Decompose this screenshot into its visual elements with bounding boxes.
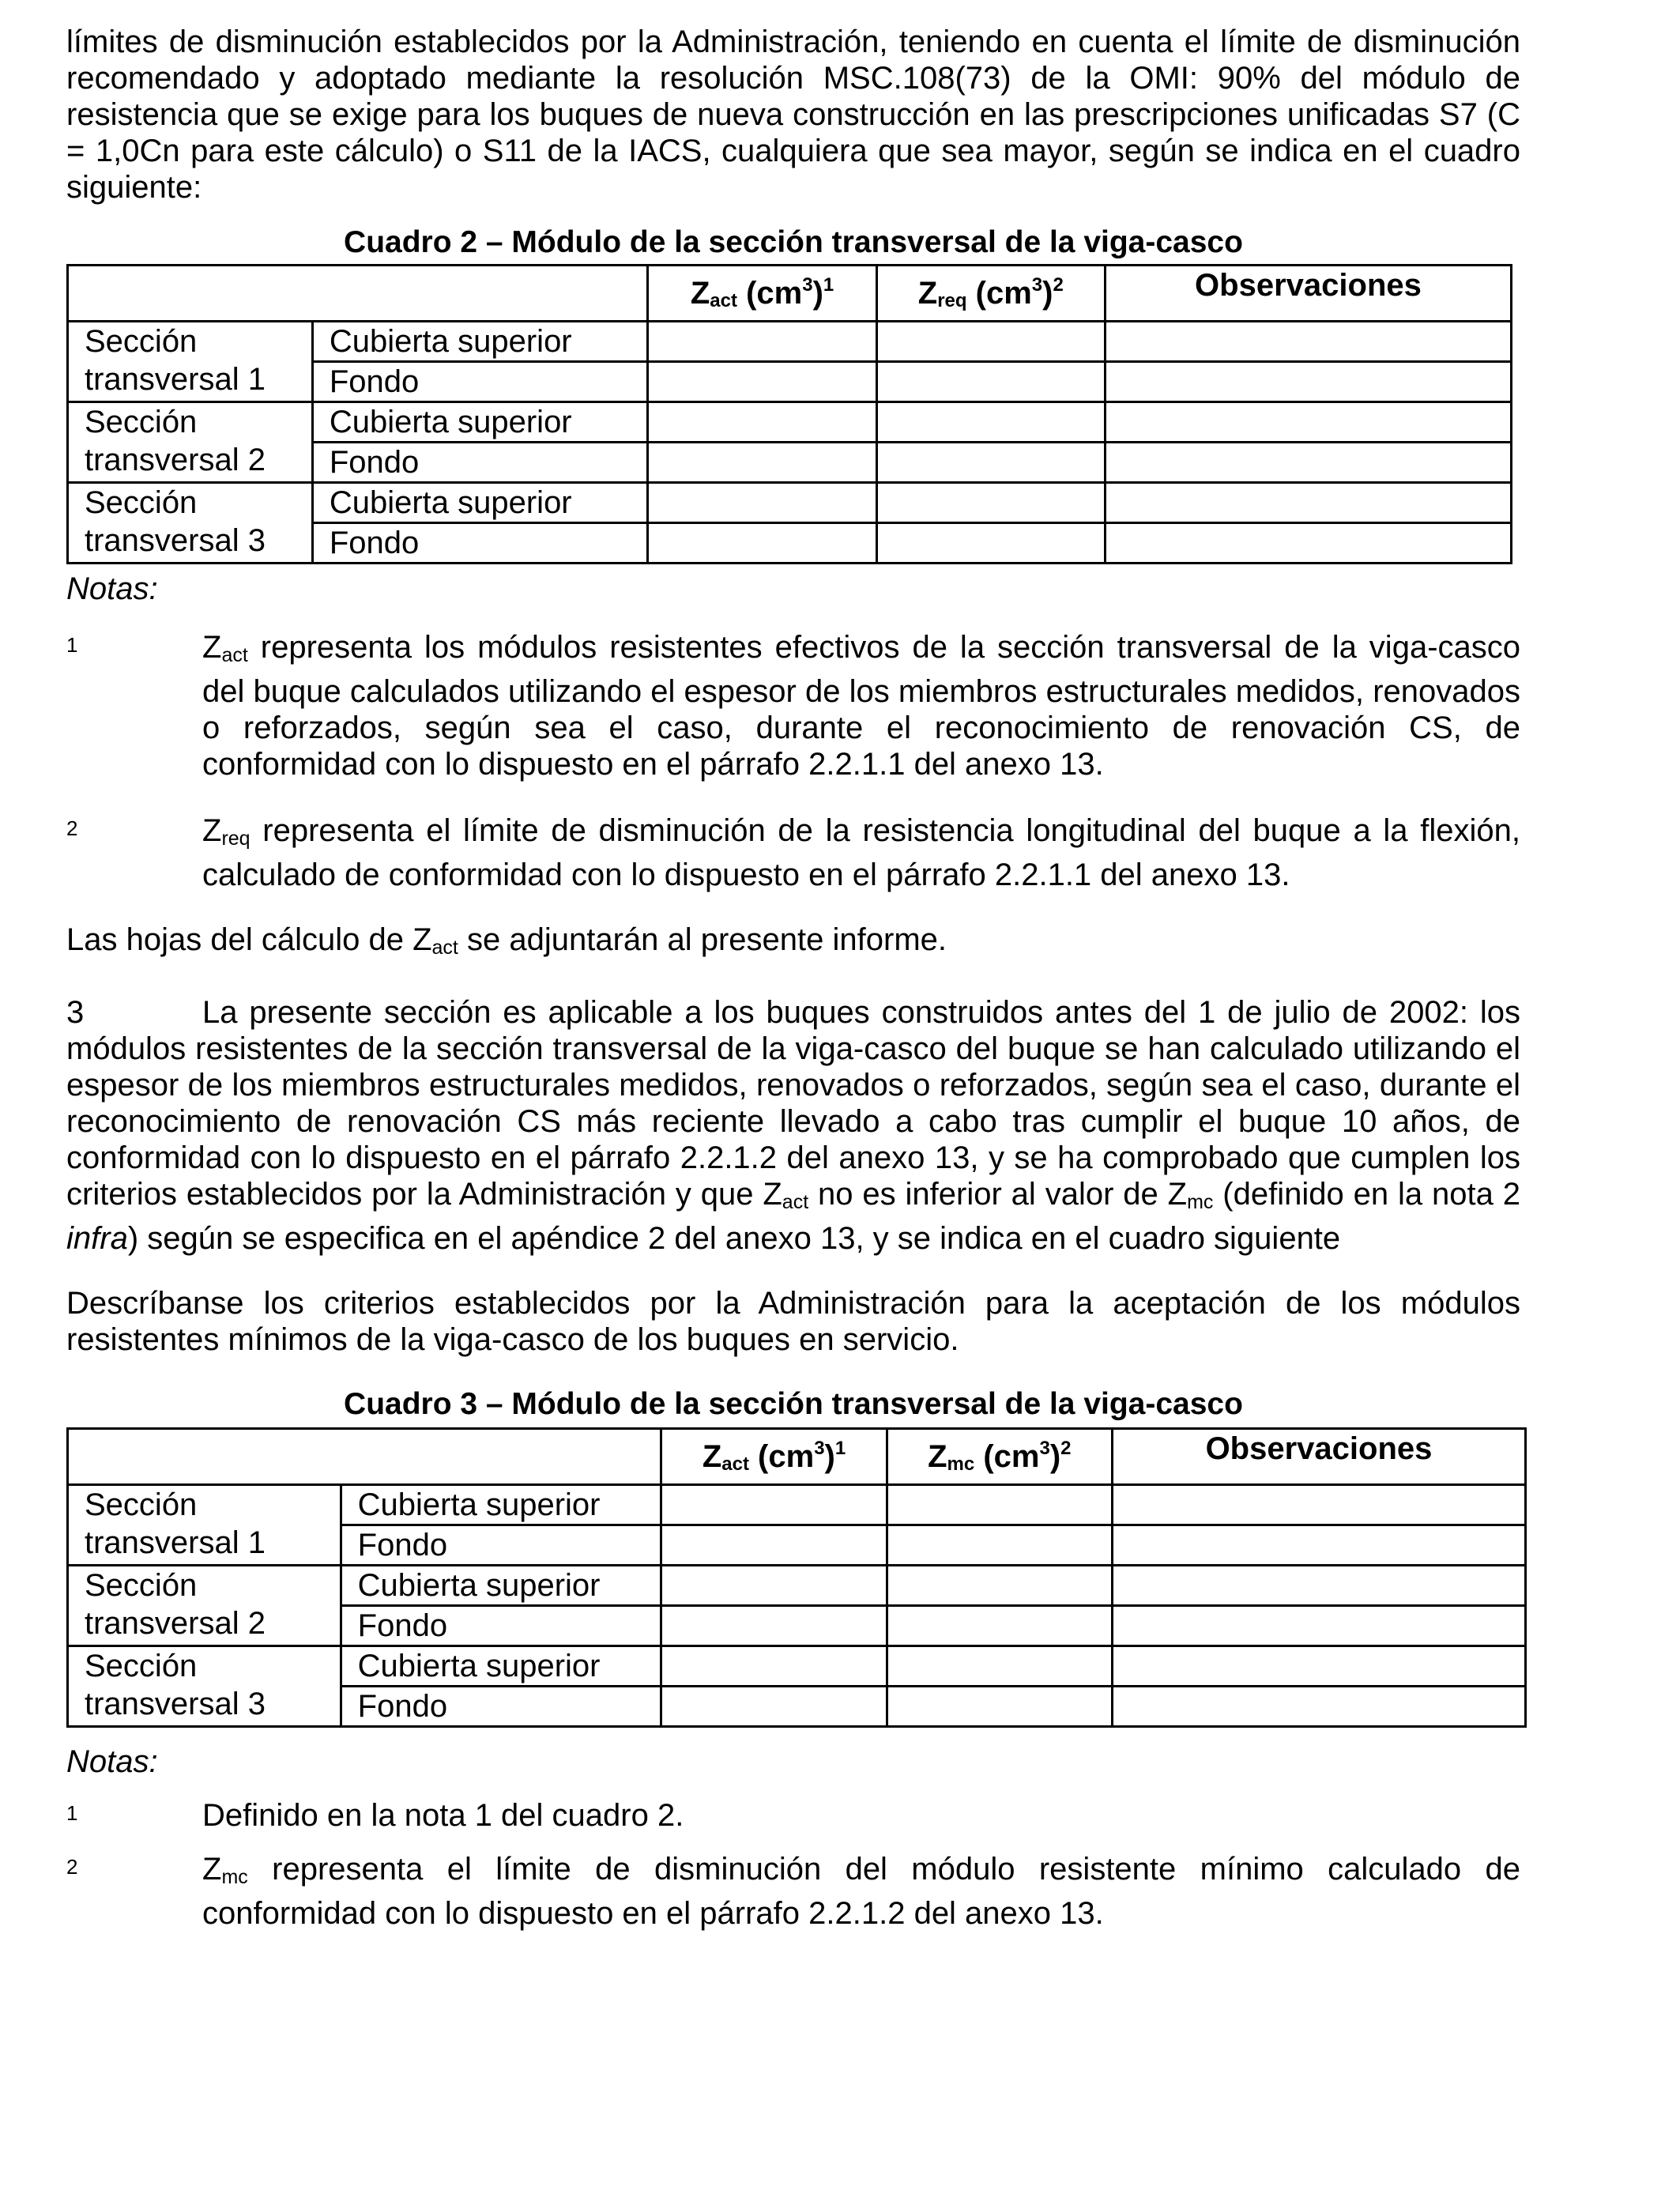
- observation-cell[interactable]: [1112, 1687, 1525, 1727]
- table2-header-zreq: $Z_{req}$ $(cm^3)^2$: [876, 266, 1105, 322]
- section3-paragraph: 3 La presente sección es aplicable a los buques construidos antes del 1 de julio de 2002: los módulos resistentes de la sección transversal de la viga-casco del buque se han calculado utilizando el espesor de los miembros estructurales medidos, renovados o reforzados, según sea el caso, durante el reconocimiento de renovación CS más reciente llevado a cabo tras cumplir el buque 10 años, de conformidad con lo dispuesto en el párrafo 2.2.1.2 del anexo 13, y se ha comprobado que cumplen los criterios establecidos por la Administración y que Zact no es inferior al valor de Zmc (definido en la nota 2 infra) según se especifica en el apéndice 2 del anexo 13, y se indica en el cuadro siguiente: [66, 995, 1520, 1256]
- section-cell: Sección transversal 2: [68, 1566, 341, 1646]
- table2-note-2: [66, 812, 1520, 893]
- value-cell[interactable]: [876, 362, 1105, 402]
- value-cell[interactable]: [876, 523, 1105, 564]
- note-text: Definido en la nota 1 del cuadro 2.: [202, 1798, 684, 1833]
- value-cell[interactable]: [887, 1525, 1112, 1566]
- value-cell[interactable]: [876, 322, 1105, 362]
- note-number: 1: [66, 633, 78, 657]
- section-cell: Sección transversal 2: [68, 402, 313, 483]
- value-cell[interactable]: [661, 1606, 887, 1646]
- table2-header-zact: $Z_{act}$ $(cm^3)^1$: [648, 266, 876, 322]
- observation-cell[interactable]: [1105, 362, 1511, 402]
- value-cell[interactable]: [648, 402, 876, 443]
- table-row: [68, 483, 1512, 523]
- subsection-cell: Cubierta superior: [312, 483, 648, 523]
- section-cell: Sección transversal 3: [68, 483, 313, 564]
- value-cell[interactable]: [887, 1606, 1112, 1646]
- value-cell[interactable]: [876, 443, 1105, 483]
- note-text: Zreq representa el límite de disminución de la resistencia longitudinal del buque a la flexión, calculado de conformidad con lo dispuesto en el párrafo 2.2.1.1 del anexo 13.: [202, 813, 1520, 892]
- table2-note-1: [66, 629, 1520, 782]
- observation-cell[interactable]: [1105, 402, 1511, 443]
- table-row: [68, 1646, 1526, 1687]
- note-number: 2: [66, 1855, 78, 1879]
- observation-cell[interactable]: [1105, 483, 1511, 523]
- table3-note-1: [66, 1797, 1520, 1834]
- table3-caption: Cuadro 3 – Módulo de la sección transversal de la viga-casco: [344, 1387, 1243, 1421]
- subsection-cell: Cubierta superior: [341, 1646, 661, 1687]
- value-cell[interactable]: [648, 362, 876, 402]
- table2-caption: Cuadro 2 – Módulo de la sección transversal de la viga-casco: [344, 225, 1243, 259]
- table2-header-observaciones: Observaciones: [1105, 266, 1511, 322]
- table2-header-row: [68, 266, 1512, 322]
- table3-notes-label: Notas:: [66, 1744, 158, 1779]
- observation-cell[interactable]: [1112, 1525, 1525, 1566]
- subsection-cell: Fondo: [312, 523, 648, 564]
- value-cell[interactable]: [648, 443, 876, 483]
- value-cell[interactable]: [876, 483, 1105, 523]
- table3: [66, 1427, 1527, 1728]
- value-cell[interactable]: [887, 1687, 1112, 1727]
- table-row: [68, 322, 1512, 362]
- note-number: 2: [66, 816, 78, 840]
- subsection-cell: Cubierta superior: [312, 322, 648, 362]
- observation-cell[interactable]: [1112, 1606, 1525, 1646]
- table3-header-empty: [68, 1429, 661, 1485]
- table2-header-empty: [68, 266, 648, 322]
- subsection-cell: Fondo: [312, 362, 648, 402]
- table2-notes-label: Notas:: [66, 571, 158, 606]
- value-cell[interactable]: [661, 1687, 887, 1727]
- table3-header-row: [68, 1429, 1526, 1485]
- value-cell[interactable]: [887, 1566, 1112, 1606]
- section-cell: Sección transversal 1: [68, 322, 313, 402]
- subsection-cell: Fondo: [312, 443, 648, 483]
- observation-cell[interactable]: [1112, 1646, 1525, 1687]
- value-cell[interactable]: [661, 1646, 887, 1687]
- note-number: 1: [66, 1801, 78, 1825]
- table-row: [68, 402, 1512, 443]
- value-cell[interactable]: [876, 402, 1105, 443]
- subsection-cell: Fondo: [341, 1606, 661, 1646]
- table3-note-2: [66, 1851, 1520, 1932]
- observation-cell[interactable]: [1105, 443, 1511, 483]
- attachment-paragraph: Las hojas del cálculo de Zact se adjuntarán al presente informe.: [66, 922, 947, 959]
- subsection-cell: Cubierta superior: [341, 1566, 661, 1606]
- value-cell[interactable]: [648, 322, 876, 362]
- table2: [66, 264, 1512, 564]
- subsection-cell: Fondo: [341, 1687, 661, 1727]
- table-row: [68, 1485, 1526, 1525]
- value-cell[interactable]: [661, 1525, 887, 1566]
- observation-cell[interactable]: [1112, 1485, 1525, 1525]
- table3-header-observaciones: Observaciones: [1112, 1429, 1525, 1485]
- value-cell[interactable]: [648, 523, 876, 564]
- value-cell[interactable]: [648, 483, 876, 523]
- subsection-cell: Cubierta superior: [341, 1485, 661, 1525]
- observation-cell[interactable]: [1112, 1566, 1525, 1606]
- section-cell: Sección transversal 1: [68, 1485, 341, 1566]
- observation-cell[interactable]: [1105, 322, 1511, 362]
- intro-paragraph: límites de disminución establecidos por la Administración, teniendo en cuenta el límite de disminución recomendado y adoptado mediante la resolución MSC.108(73) de la OMI: 90% del módulo de resistencia que se exige para los buques de nueva construcción en las prescripciones unificadas S7 (C = 1,0Cn para este cálculo) o S11 de la IACS, cualquiera que sea mayor, según se indica en el cuadro siguiente:: [66, 25, 1520, 205]
- value-cell[interactable]: [887, 1485, 1112, 1525]
- section-cell: Sección transversal 3: [68, 1646, 341, 1727]
- value-cell[interactable]: [661, 1566, 887, 1606]
- observation-cell[interactable]: [1105, 523, 1511, 564]
- criteria-paragraph: Descríbanse los criterios establecidos por la Administración para la aceptación de los módulos resistentes mínimos de la viga-casco de los buques en servicio.: [66, 1286, 1520, 1357]
- note-text: Zact representa los módulos resistentes efectivos de la sección transversal de la viga-casco del buque calculados utilizando el espesor de los miembros estructurales medidos, renovados o reforzados, según sea el caso, durante el reconocimiento de renovación CS, de conformidad con lo dispuesto en el párrafo 2.2.1.1 del anexo 13.: [202, 630, 1520, 782]
- document-page: [66, 24, 1520, 1932]
- note-text: Zmc representa el límite de disminución del módulo resistente mínimo calculado de conformidad con lo dispuesto en el párrafo 2.2.1.2 del anexo 13.: [202, 1852, 1520, 1931]
- subsection-cell: Fondo: [341, 1525, 661, 1566]
- value-cell[interactable]: [661, 1485, 887, 1525]
- table3-header-zmc: $Z_{mc}$ $(cm^3)^2$: [887, 1429, 1112, 1485]
- table3-header-zact: $Z_{act}$ $(cm^3)^1$: [661, 1429, 887, 1485]
- value-cell[interactable]: [887, 1646, 1112, 1687]
- subsection-cell: Cubierta superior: [312, 402, 648, 443]
- table-row: [68, 1566, 1526, 1606]
